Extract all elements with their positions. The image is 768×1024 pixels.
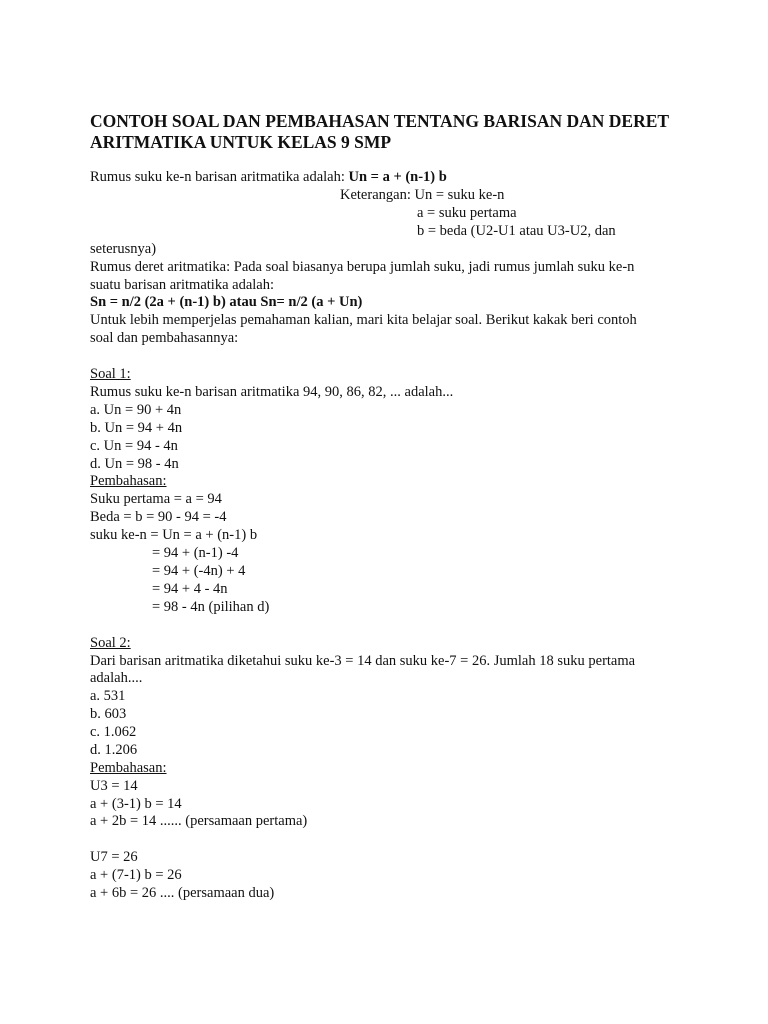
soal-1-option-c: c. Un = 94 - 4n xyxy=(90,438,178,454)
penjelas-line-2: soal dan pembahasannya: xyxy=(90,330,239,346)
soal-1-heading: Soal 1: xyxy=(90,366,131,382)
soal-2-option-b: b. 603 xyxy=(90,706,127,722)
deret-line-1: Rumus deret aritmatika: Pada soal biasanya berupa jumlah suku, jadi rumus jumlah suku ke-n xyxy=(90,259,635,275)
soal-1-step-3: suku ke-n = Un = a + (n-1) b xyxy=(90,527,258,543)
soal-2-step-6: a + 6b = 26 .... (persamaan dua) xyxy=(90,885,275,901)
soal-2-step-2: a + (3-1) b = 14 xyxy=(90,796,182,812)
soal-2-option-d: d. 1.206 xyxy=(90,742,138,758)
soal-2-question-line-1: Dari barisan aritmatika diketahui suku ke-3 = 14 dan suku ke-7 = 26. Jumlah 18 suku pertama xyxy=(90,653,636,669)
keterangan-line-2: a = suku pertama xyxy=(417,205,517,221)
soal-1-option-a: a. Un = 90 + 4n xyxy=(90,402,182,418)
soal-1-step-1: Suku pertama = a = 94 xyxy=(90,491,222,507)
soal-2-pembahasan-heading: Pembahasan: xyxy=(90,760,167,776)
soal-1-pembahasan-heading: Pembahasan: xyxy=(90,473,167,489)
soal-2-step-3: a + 2b = 14 ...... (persamaan pertama) xyxy=(90,813,308,829)
rumus-un-formula: Un = a + (n-1) b xyxy=(348,169,447,185)
keterangan-line-1: Keterangan: Un = suku ke-n xyxy=(340,187,505,203)
soal-1-option-b: b. Un = 94 + 4n xyxy=(90,420,183,436)
penjelas-line-1: Untuk lebih memperjelas pemahaman kalian, mari kita belajar soal. Berikut kakak beri contoh xyxy=(90,312,637,328)
soal-2-question-line-2: adalah.... xyxy=(90,670,143,686)
soal-2-option-a: a. 531 xyxy=(90,688,126,704)
soal-1-step-6: = 94 + 4 - 4n xyxy=(152,581,228,597)
soal-1-step-5: = 94 + (-4n) + 4 xyxy=(152,563,246,579)
soal-2-step-5: a + (7-1) b = 26 xyxy=(90,867,182,883)
soal-2-heading: Soal 2: xyxy=(90,635,131,651)
keterangan-line-3: b = beda (U2-U1 atau U3-U2, dan xyxy=(417,223,616,239)
soal-1-step-2: Beda = b = 90 - 94 = -4 xyxy=(90,509,227,525)
rumus-un-label: Rumus suku ke-n barisan aritmatika adalah: xyxy=(90,169,349,185)
soal-1-step-4: = 94 + (n-1) -4 xyxy=(152,545,239,561)
deret-line-2: suatu barisan aritmatika adalah: xyxy=(90,277,274,293)
soal-1-option-d: d. Un = 98 - 4n xyxy=(90,456,179,472)
soal-2-option-c: c. 1.062 xyxy=(90,724,137,740)
soal-1-question: Rumus suku ke-n barisan aritmatika 94, 90, 86, 82, ... adalah... xyxy=(90,384,454,400)
soal-2-step-1: U3 = 14 xyxy=(90,778,138,794)
soal-2-step-4: U7 = 26 xyxy=(90,849,138,865)
rumus-un-line xyxy=(90,169,447,186)
deret-formula: Sn = n/2 (2a + (n-1) b) atau Sn= n/2 (a + Un) xyxy=(90,294,363,310)
keterangan-line-4: seterusnya) xyxy=(90,241,157,257)
soal-1-step-7: = 98 - 4n (pilihan d) xyxy=(152,599,270,615)
page-title: CONTOH SOAL DAN PEMBAHASAN TENTANG BARISAN DAN DERET ARITMATIKA UNTUK KELAS 9 SMP xyxy=(90,111,669,152)
